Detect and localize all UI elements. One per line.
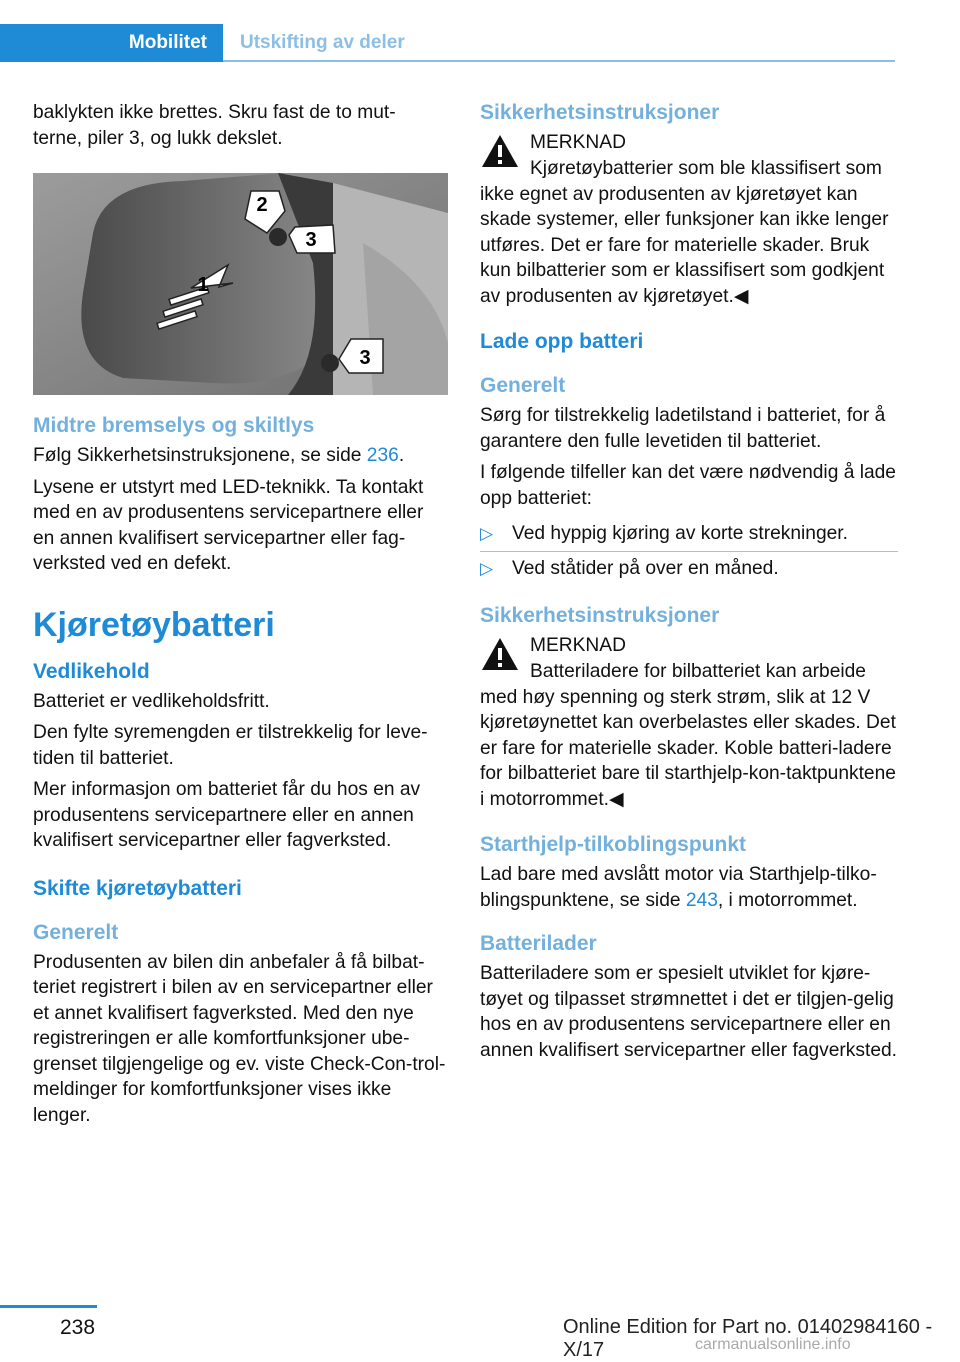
tab-utskifting[interactable]: Utskifting av deler bbox=[240, 32, 405, 53]
section-title-batterilader: Batterilader bbox=[480, 932, 597, 955]
section-title-sikkerhet-2: Sikkerhetsinstruksjoner bbox=[480, 604, 720, 627]
vedlikehold-p2: Den fylte syremengden er tilstrekkelig for leve‐tiden til batteriet. bbox=[33, 722, 428, 769]
skifte-generelt-p1: Produsenten av bilen din anbefaler å få bilbat‐teriet registrert i bilen av en servicepartner eller et annet kvalifisert fagverksted. Med den nye registreringen er alle komfortfunksjoner ube‐grenset tilgjengelige og ev. viste Check-Con‐trol-meldinger for komfortfunksjoner vises ikke lenger. bbox=[33, 951, 446, 1126]
lade-generelt-p2: I følgende tilfeller kan det være nødvendig å lade opp batteriet: bbox=[480, 462, 896, 509]
warning-label-2: MERKNAD bbox=[530, 635, 626, 656]
section-title-vedlikehold: Vedlikehold bbox=[33, 659, 150, 683]
warning-block-2 bbox=[480, 633, 898, 685]
tab-mobilitet[interactable]: Mobilitet bbox=[0, 24, 223, 62]
section-title-generelt-left: Generelt bbox=[33, 920, 119, 944]
intro-text: baklykten ikke brettes. Skru fast de to mut‐ terne, piler 3, og lukk dekslet. bbox=[33, 102, 396, 149]
triangle-bullet-icon: ▷ bbox=[480, 558, 494, 578]
lade-generelt-p1: Sørg for tilstrekkelig ladetilstand i batteriet, for å garantere den fulle levetiden til batteriet. bbox=[480, 405, 886, 452]
section-title-sikkerhet-1: Sikkerhetsinstruksjoner bbox=[480, 101, 720, 124]
list-item: ▷ Ved hyppig kjøring av korte strekninger. bbox=[480, 517, 898, 552]
section-title-bremselys: Midtre bremselys og skiltlys bbox=[33, 414, 315, 437]
section-title-skifte: Skifte kjøretøybatteri bbox=[33, 876, 242, 900]
batterilader-p: Batteriladere som er spesielt utviklet for kjøre‐tøyet og tilpasset strømnettet i det er tilgjen‐gelig hos en av produsentens servicepartnere eller en annen kvalifisert servicepartner eller fagverksted. bbox=[480, 963, 897, 1061]
page-link-236[interactable]: 236 bbox=[366, 445, 399, 466]
warning-text-1: Kjøretøybatterier som ble klassifisert som ikke egnet av produsenten av kjøretøyet kan skade systemer, eller funksjoner kan ikke lenger utføres. Det er fare for materielle skader. Bruk kun bilbatterier som er klassifisert som godkjent av produsenten av kjøretøyet.◀ bbox=[480, 158, 889, 307]
header-rule bbox=[223, 60, 895, 62]
warning-block-1 bbox=[480, 130, 898, 182]
warning-icon bbox=[480, 133, 520, 169]
right-column bbox=[480, 100, 898, 1069]
section-title-starthjelp: Starthjelp-tilkoblingspunkt bbox=[480, 833, 746, 856]
vedlikehold-p3: Mer informasjon om batteriet får du hos en av produsentens servicepartnere eller en annen kvalifisert servicepartner eller fagverksted. bbox=[33, 779, 421, 851]
footer-rule bbox=[0, 1305, 97, 1308]
edition-text: Online Edition for Part no. 01402984160 - X/17 bbox=[563, 1316, 933, 1361]
left-column bbox=[33, 100, 448, 1134]
bremselys-p1: Følg Sikkerhetsinstruksjonene, se side 236. bbox=[33, 445, 405, 466]
image-label-1: 1 bbox=[197, 274, 209, 296]
section-title-generelt-right: Generelt bbox=[480, 374, 566, 397]
image-label-3a: 3 bbox=[305, 229, 317, 251]
watermark: carmanualsonline.info bbox=[695, 1336, 851, 1353]
header-tabs bbox=[0, 24, 895, 62]
starthjelp-p: Lad bare med avslått motor via Starthjelp-tilko‐blingspunktene, se side 243, i motorrommet. bbox=[480, 864, 877, 911]
warning-label-1: MERKNAD bbox=[530, 132, 626, 153]
chapter-title: Kjøretøybatteri bbox=[33, 605, 275, 644]
section-title-lade: Lade opp batteri bbox=[480, 330, 644, 353]
warning-text-2: Batteriladere for bilbatteriet kan arbeide med høy spenning og sterk strøm, slik at 12 V kjøretøynettet kan overbelastes eller skades. Det er fare for materielle skader. Koble batteri‐ladere for bilbatteriet bare til starthjelp-kon‐taktpunktene i motorrommet.◀ bbox=[480, 661, 896, 810]
page-number: 238 bbox=[60, 1316, 96, 1339]
triangle-bullet-icon: ▷ bbox=[480, 524, 494, 543]
vedlikehold-p1: Batteriet er vedlikeholdsfritt. bbox=[33, 690, 270, 712]
image-label-2: 2 bbox=[256, 194, 268, 216]
warning-icon bbox=[480, 636, 520, 672]
tail-light-photo bbox=[33, 173, 448, 395]
bremselys-p2: Lysene er utstyrt med LED-teknikk. Ta kontakt med en av produsentens servicepartnere eller en annen kvalifisert servicepartner eller fag‐verksted ved en defekt. bbox=[33, 476, 424, 574]
page-link-243[interactable]: 243 bbox=[685, 889, 718, 911]
list-item: ▷ Ved ståtider på over en måned. bbox=[480, 552, 898, 586]
bullet-list bbox=[480, 517, 898, 585]
image-label-3b: 3 bbox=[359, 347, 371, 369]
